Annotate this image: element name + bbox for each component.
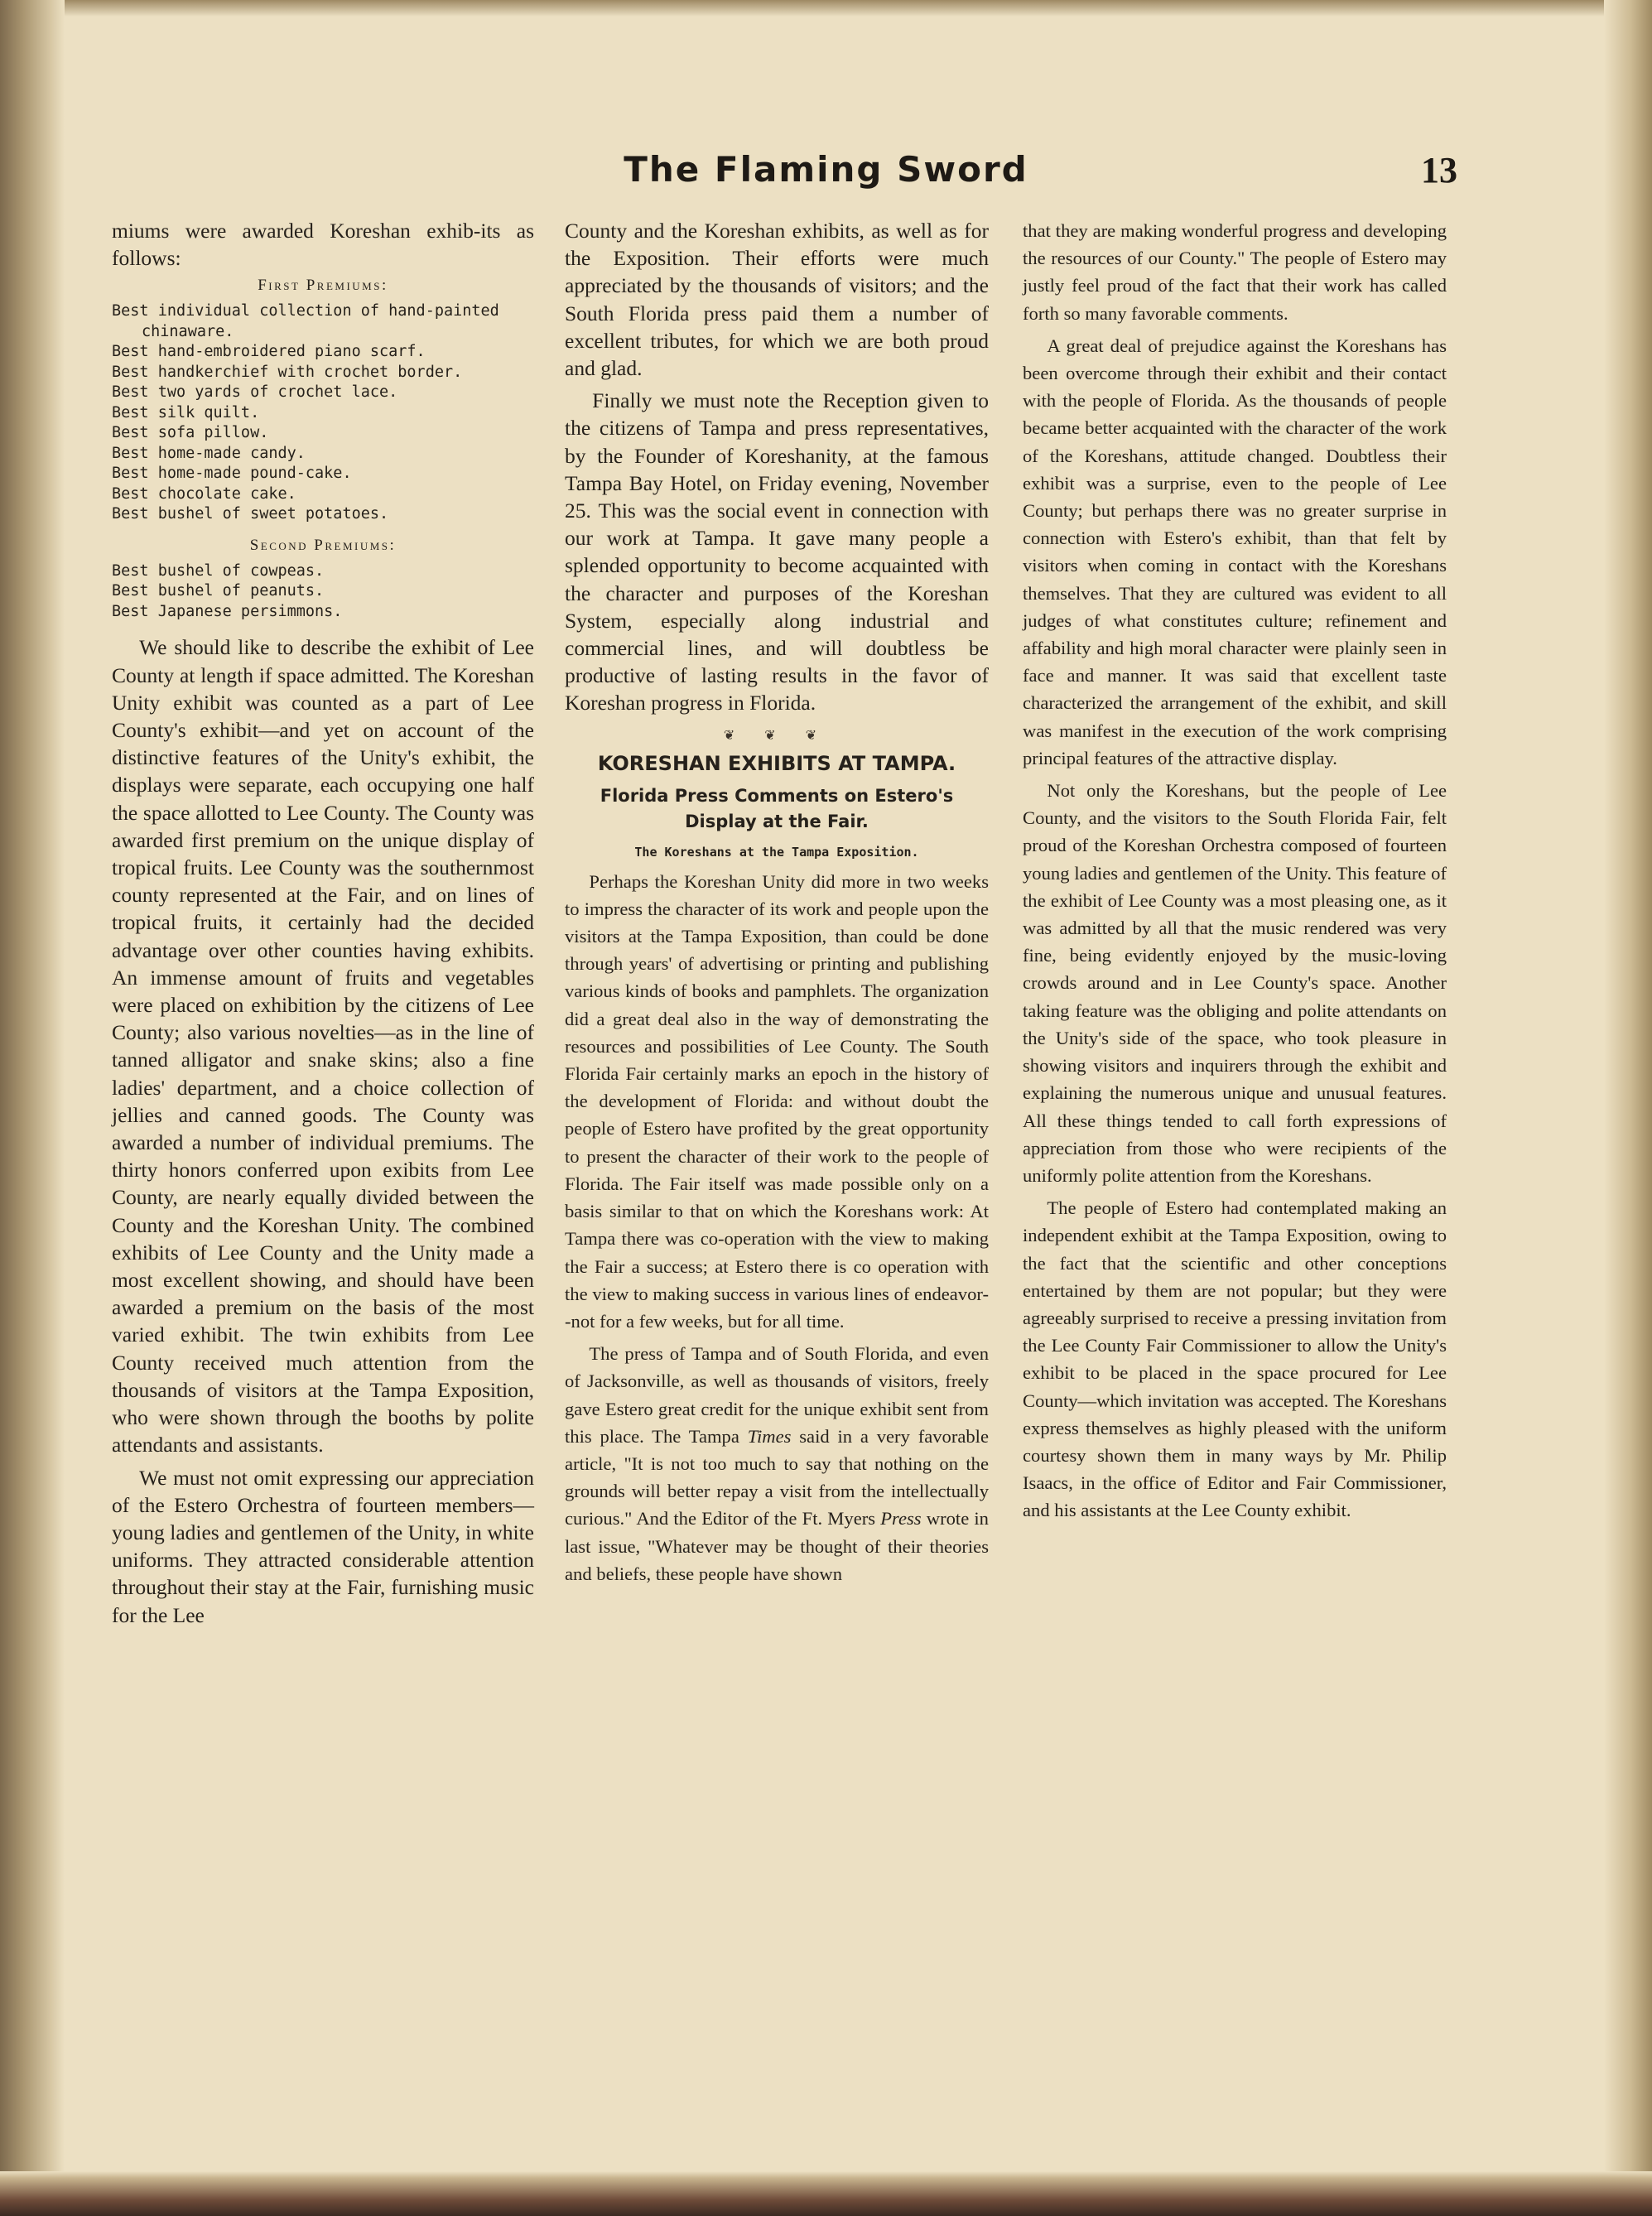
column-right (1023, 217, 1447, 1530)
list-item: Best bushel of cowpeas. (112, 561, 325, 580)
body-paragraph (565, 1340, 989, 1587)
body-paragraph: Perhaps the Koreshan Unity did more in two weeks to impress the character of its work and people upon the visitors at the Tampa Exposition, than could be done through years' of advertising or printing and publishing various kinds of books and pamphlets. The organization did a great deal also in the way of demonstrating the resources and possibilities of Lee County. The South Florida Fair certainly marks an epoch in the history of the development of Florida: and without doubt the people of Estero have profited by the great opportunity to present the character of their work to the people of Florida. The Fair itself was made possible only on a basis similar to that on which the Koreshans work: At Tampa there was co-operation with the view to making the Fair a success; at Estero there is co operation with the view to making success in various lines of endeavor--not for a few weeks, but for all time. (565, 870, 989, 1332)
list-item: Best home-made pound-cake. (112, 465, 352, 483)
article-kicker: The Koreshans at the Tampa Exposition. (634, 844, 919, 860)
text-run: The press of Tampa and of South Florida, and even of Jacksonville, as well as thousands of visitors, freely gave Estero great credit for the unique exhibit sent from this place. The Tampa (565, 1343, 989, 1447)
body-paragraph: that they are making wonderful progress and developing the resources of our County." The people of Estero may justly feel proud of the fact that their work has called forth so many favorable comments. (1023, 220, 1447, 324)
page-bottom-edge (0, 2171, 1652, 2216)
body-paragraph: A great deal of prejudice against the Koreshans has been overcome through their exhibit and their contact with the people of Florida. As the thousands of people became better acquainted with the character of the work of the Koreshans, attitude changed. Doubtless their exhibit was a surprise, even to the people of Lee County; but perhaps there was no greater surprise in connection with Estero's exhibit, than that felt by visitors when coming in contact with the Koreshans themselves. That they are cultured was evident to all judges of what constitutes culture; refinement and affability and high moral character were plainly seen in face and manner. It was said that excellent taste characterized the arrangement of the exhibit, and skill was manifest in the execution of the work comprising principal features of the attractive display. (1023, 335, 1447, 768)
list-item: Best chocolate cake. (112, 484, 296, 503)
first-premiums-list (112, 301, 534, 525)
column-middle (565, 217, 989, 1592)
list-item: Best bushel of peanuts. (112, 582, 325, 600)
page-number: 13 (1421, 150, 1457, 190)
body-paragraph: Finally we must note the Reception given to the citizens of Tampa and press representatives, by the Founder of Koreshanity, at the famous Tampa Bay Hotel, on Friday evening, November 25. This was the social event in connection with our work at Tampa. It gave many people a splended opportunity to become acquainted with the character and purposes of the Koreshan System, especially along industrial and commercial lines, and will doubtless be productive of lasting results in the favor of Koreshan progress in Florida. (565, 388, 989, 715)
text-run: wrote in last issue, "Whatever may be thought of their theories and beliefs, these people have shown (565, 1508, 989, 1584)
list-item: Best handkerchief with crochet border. (112, 363, 463, 381)
article-subtitle: Florida Press Comments on Estero's Display at the Fair. (600, 785, 954, 831)
body-paragraph: County and the Koreshan exhibits, as well as for the Exposition. Their efforts were much appreciated by the thousands of visitors; and the South Florida press paid them a number of excellent tributes, for which we are both proud and glad. (565, 219, 989, 381)
list-item: Best silk quilt. (112, 403, 260, 422)
list-item: Best bushel of sweet potatoes. (112, 505, 389, 523)
body-paragraph: We must not omit expressing our appreciation of the Estero Orchestra of fourteen members—young ladies and gentlemen of the Unity, in white uniforms. They attracted considerable attention throughout their stay at the Fair, furnishing music for the Lee (112, 1465, 534, 1627)
section-divider-ornament: ❦ ❦ ❦ (723, 728, 831, 743)
page-top-edge (0, 0, 1652, 17)
page-gutter-shadow (0, 0, 65, 2216)
newspaper-name-times: Times (747, 1425, 792, 1447)
body-paragraph: The people of Estero had contemplated making an independent exhibit at the Tampa Exposition, owing to the fact that the scientific and other conceptions entertained by them are not popular; but they were agreeably surprised to receive a pressing invitation from the Lee County Fair Commissioner to allow the Unity's exhibit to be placed in the space procured for Lee County—which invitation was accepted. The Koreshans express themselves as highly pleased with the uniform courtesy shown them in many ways by Mr. Philip Isaacs, in the office of Editor and Fair Commissioner, and his assistants at the Lee County exhibit. (1023, 1197, 1447, 1521)
column-left (112, 217, 534, 1634)
intro-paragraph: miums were awarded Koreshan exhib-its as follows: (112, 219, 534, 271)
list-item: Best home-made candy. (112, 444, 306, 462)
first-premiums-heading: First Premiums: (258, 277, 388, 295)
page-right-edge (1604, 0, 1652, 2216)
list-item: Best individual collection of hand-painted chinaware. (112, 302, 499, 340)
text-run: said in a very favorable article, "It is not too much to say that nothing on the grounds will better repay a visit from the intellectually curious." And the Editor of the Ft. Myers (565, 1425, 989, 1530)
list-item: Best Japanese persimmons. (112, 602, 343, 620)
newspaper-name-press: Press (880, 1508, 922, 1530)
list-item: Best sofa pillow. (112, 424, 269, 442)
list-item: Best two yards of crochet lace. (112, 383, 398, 402)
running-title: The Flaming Sword (624, 149, 1028, 190)
second-premiums-heading: Second Premiums: (249, 536, 397, 554)
body-paragraph: We should like to describe the exhibit of Lee County at length if space admitted. The Koreshan Unity exhibit was counted as a part of Lee County's exhibit—and yet on account of the distinctive features of the Unity's exhibit, the displays were separate, each occupying one half the space allotted to Lee County. The County was awarded first premium on the unique display of tropical fruits. Lee County was the southernmost county represented at the Fair, and on lines of tropical fruits, it certainly had the decided advantage over other counties having exhibits. An immense amount of fruits and vegetables were placed on exhibition by the citizens of Lee County; also various novelties—as in the line of tanned alligator and snake skins; also a fine ladies' department, and a choice collection of jellies and canned goods. The County was awarded a number of individual premiums. The thirty honors conferred upon exibits from Lee County, are nearly equally divided between the County and the Koreshan Unity. The combined exhibits of Lee County and the Unity made a most excellent showing, and should have been awarded a premium on the basis of the most varied exhibit. The twin exhibits from Lee County received much attention from the thousands of visitors at the Tampa Exposition, who were shown through the booths by polite attendants and assistants. (112, 635, 534, 1457)
body-paragraph: Not only the Koreshans, but the people of Lee County, and the visitors to the South Florida Fair, felt proud of the Koreshan Orchestra composed of fourteen young ladies and gentlemen of the Unity. This feature of the exhibit of Lee County was a most pleasing one, as it was admitted by all that the music rendered was very fine, being evidently enjoyed by the music-loving crowds around and in Lee County's space. Another taking feature was the obliging and polite attendants on the Unity's side of the space, who took pleasure in showing visitors and inquirers through the exhibit and explaining the numerous unique and unusual features. All these things tended to call forth expressions of appreciation from those who were recipients of the uniformly polite attention from the Koreshans. (1023, 780, 1447, 1186)
article-title: KORESHAN EXHIBITS AT TAMPA. (597, 751, 956, 775)
list-item: Best hand-embroidered piano scarf. (112, 343, 426, 361)
second-premiums-list (112, 561, 534, 623)
